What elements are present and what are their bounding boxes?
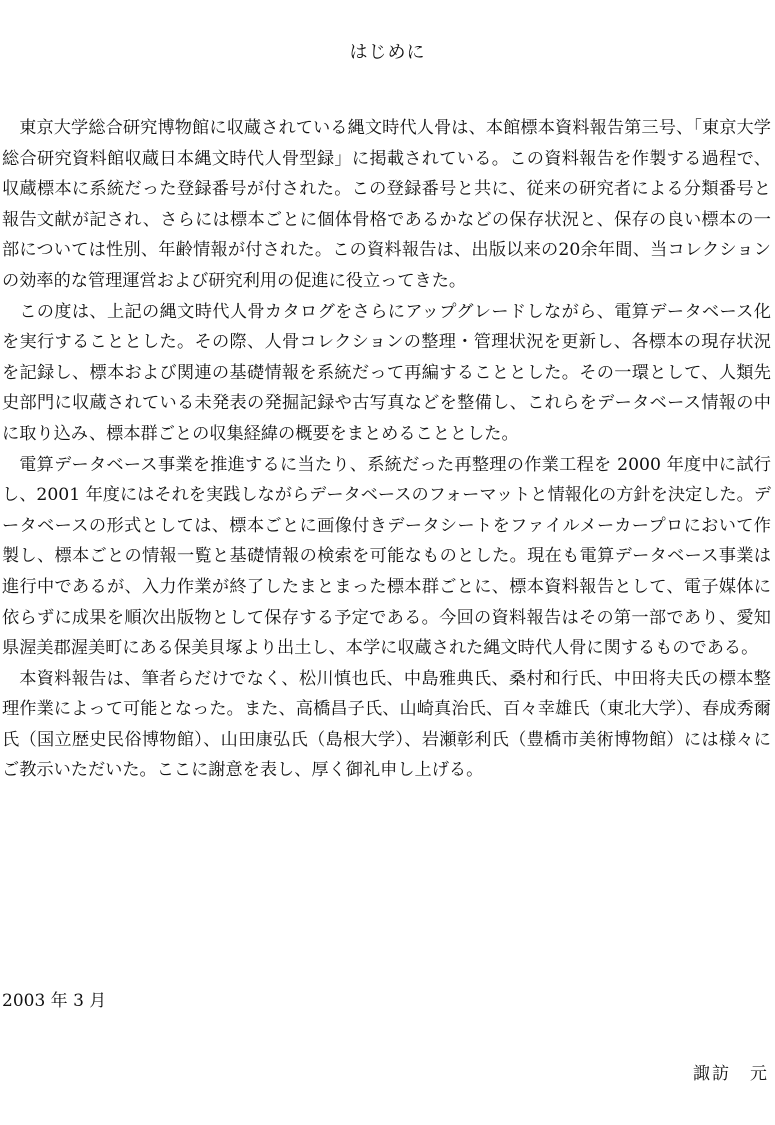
paragraph-3: 電算データベース事業を推進するに当たり、系統だった再整理の作業工程を 2000 年度中に試行し、2001 年度にはそれを実践しながらデータベースのフォーマットと情報化の方針を決定した。データベースの形式としては、標本ごとに画像付きデータシートをファイルメーカープロにおいて作製し、標本ごとの情報一覧と基礎情報の検索を可能なものとした。現在も電算データベース事業は進行中であるが、入力作業が終了したまとまった標本群ごとに、標本資料報告として、電子媒体に依らずに成果を順次出版物として保存する予定である。今回の資料報告はその第一部であり、愛知県渥美郡渥美町にある保美貝塚より出土し、本学に収蔵された縄文時代人骨に関するものである。 <box>2 454 771 659</box>
paragraph-4: 本資料報告は、筆者らだけでなく、松川慎也氏、中島雅典氏、桑村和行氏、中田将夫氏の標本整理作業によって可能となった。また、高橋昌子氏、山崎真治氏、百々幸雄氏（東北大学）、春成秀爾氏（国立歴史民俗博物館）、山田康弘氏（島根大学）、岩瀬彰利氏（豊橋市美術博物館）には様々にご教示いただいた。ここに謝意を表し、厚く御礼申し上げる。 <box>2 668 771 781</box>
author-name: 諏訪 元 <box>693 1064 769 1084</box>
body-text <box>2 113 771 786</box>
paragraph-1: 東京大学総合研究博物館に収蔵されている縄文時代人骨は、本館標本資料報告第三号、「東京大学総合研究資料館収蔵日本縄文時代人骨型録」に掲載されている。この資料報告を作製する過程で、収蔵標本に系統だった登録番号が付された。この登録番号と共に、従来の研究者による分類番号と報告文献が記され、さらには標本ごとに個体骨格であるかなどの保存状況と、保存の良い標本の一部については性別、年齢情報が付された。この資料報告は、出版以来の20余年間、当コレクションの効率的な管理運営および研究利用の促進に役立ってきた。 <box>2 118 771 291</box>
page-title: はじめに <box>349 42 426 63</box>
paragraph-2: この度は、上記の縄文時代人骨カタログをさらにアップグレードしながら、電算データベース化を実行することとした。その際、人骨コレクションの整理・管理状況を更新し、各標本の現存状況を記録し、標本および関連の基礎情報を系統だって再編することとした。その一環として、人類先史部門に収蔵されている未発表の発掘記録や古写真などを整備し、これらをデータベース情報の中に取り込み、標本群ごとの収集経緯の概要をまとめることとした。 <box>2 301 771 444</box>
document-date: 2003 年 3 月 <box>2 991 107 1011</box>
